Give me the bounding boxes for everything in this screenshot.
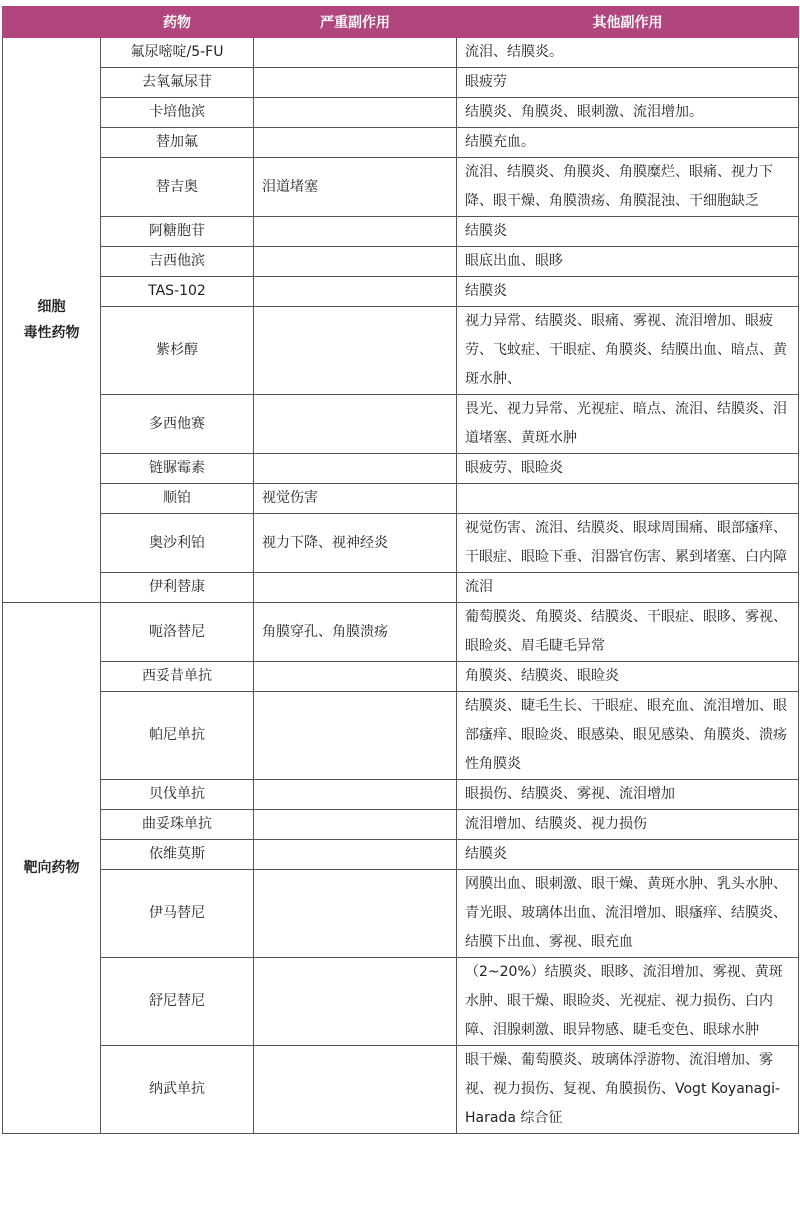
category-cell bbox=[3, 38, 101, 603]
drug-name: 紫杉醇 bbox=[101, 307, 254, 395]
drug-name: 奥沙利铂 bbox=[101, 514, 254, 573]
other-side-effects: 流泪 bbox=[457, 573, 799, 603]
other-side-effects: 葡萄膜炎、角膜炎、结膜炎、干眼症、眼眵、雾视、眼睑炎、眉毛睫毛异常 bbox=[457, 603, 799, 662]
other-side-effects: 视觉伤害、流泪、结膜炎、眼球周围痛、眼部瘙痒、干眼症、眼睑下垂、泪器官伤害、累到堵塞、白内障 bbox=[457, 514, 799, 573]
other-side-effects: 畏光、视力异常、光视症、暗点、流泪、结膜炎、泪道堵塞、黄斑水肿 bbox=[457, 395, 799, 454]
drug-name: 西妥昔单抗 bbox=[101, 662, 254, 692]
drug-name: 吉西他滨 bbox=[101, 247, 254, 277]
drug-name: 伊利替康 bbox=[101, 573, 254, 603]
category-label: 毒性药物 bbox=[23, 325, 80, 341]
category-cell bbox=[3, 603, 101, 1134]
drug-name: TAS-102 bbox=[101, 277, 254, 307]
serious-side-effects bbox=[254, 870, 457, 958]
category-label: 靶向药物 bbox=[23, 860, 80, 876]
drug-name: 伊马替尼 bbox=[101, 870, 254, 958]
serious-side-effects bbox=[254, 128, 457, 158]
serious-side-effects bbox=[254, 247, 457, 277]
table-row bbox=[3, 573, 799, 603]
header-drug: 药物 bbox=[101, 7, 254, 38]
serious-side-effects bbox=[254, 217, 457, 247]
table-row bbox=[3, 68, 799, 98]
other-side-effects: 眼底出血、眼眵 bbox=[457, 247, 799, 277]
other-side-effects: 流泪、结膜炎。 bbox=[457, 38, 799, 68]
drug-name: 贝伐单抗 bbox=[101, 780, 254, 810]
serious-side-effects bbox=[254, 780, 457, 810]
header-category bbox=[3, 7, 101, 38]
other-side-effects: 结膜炎、睫毛生长、干眼症、眼充血、流泪增加、眼部瘙痒、眼睑炎、眼感染、眼见感染、角膜炎、溃疡性角膜炎 bbox=[457, 692, 799, 780]
drug-name: 帕尼单抗 bbox=[101, 692, 254, 780]
header-row bbox=[3, 7, 799, 38]
other-side-effects bbox=[457, 484, 799, 514]
drug-name: 舒尼替尼 bbox=[101, 958, 254, 1046]
serious-side-effects bbox=[254, 395, 457, 454]
other-side-effects: 流泪增加、结膜炎、视力损伤 bbox=[457, 810, 799, 840]
serious-side-effects bbox=[254, 38, 457, 68]
table-row bbox=[3, 158, 799, 217]
drug-name: 纳武单抗 bbox=[101, 1046, 254, 1134]
table-row bbox=[3, 217, 799, 247]
drug-name: 链脲霉素 bbox=[101, 454, 254, 484]
serious-side-effects: 角膜穿孔、角膜溃疡 bbox=[254, 603, 457, 662]
serious-side-effects bbox=[254, 307, 457, 395]
serious-side-effects bbox=[254, 277, 457, 307]
other-side-effects: 眼疲劳、眼睑炎 bbox=[457, 454, 799, 484]
table-row bbox=[3, 840, 799, 870]
drug-name: 替加氟 bbox=[101, 128, 254, 158]
header-other: 其他副作用 bbox=[457, 7, 799, 38]
table-row bbox=[3, 484, 799, 514]
drug-name: 依维莫斯 bbox=[101, 840, 254, 870]
table-row bbox=[3, 810, 799, 840]
header-serious: 严重副作用 bbox=[254, 7, 457, 38]
table-row bbox=[3, 277, 799, 307]
table-row bbox=[3, 454, 799, 484]
drug-name: 替吉奥 bbox=[101, 158, 254, 217]
other-side-effects: 网膜出血、眼刺激、眼干燥、黄斑水肿、乳头水肿、青光眼、玻璃体出血、流泪增加、眼瘙痒、结膜炎、结膜下出血、雾视、眼充血 bbox=[457, 870, 799, 958]
serious-side-effects: 视力下降、视神经炎 bbox=[254, 514, 457, 573]
serious-side-effects bbox=[254, 810, 457, 840]
table-row bbox=[3, 692, 799, 780]
other-side-effects: 结膜炎 bbox=[457, 840, 799, 870]
drug-name: 氟尿嘧啶/5-FU bbox=[101, 38, 254, 68]
other-side-effects: 流泪、结膜炎、角膜炎、角膜糜烂、眼痛、视力下降、眼干燥、角膜溃疡、角膜混浊、干细胞缺乏 bbox=[457, 158, 799, 217]
other-side-effects: 视力异常、结膜炎、眼痛、雾视、流泪增加、眼疲劳、飞蚊症、干眼症、角膜炎、结膜出血、暗点、黄斑水肿、 bbox=[457, 307, 799, 395]
drug-name: 去氧氟尿苷 bbox=[101, 68, 254, 98]
drug-name: 阿糖胞苷 bbox=[101, 217, 254, 247]
table-row bbox=[3, 603, 799, 662]
serious-side-effects bbox=[254, 1046, 457, 1134]
table-row bbox=[3, 307, 799, 395]
other-side-effects: （2~20%）结膜炎、眼眵、流泪增加、雾视、黄斑水肿、眼干燥、眼睑炎、光视症、视力损伤、白内障、泪腺刺激、眼异物感、睫毛变色、眼球水肿 bbox=[457, 958, 799, 1046]
serious-side-effects bbox=[254, 98, 457, 128]
side-effects-table bbox=[2, 6, 799, 1134]
other-side-effects: 结膜炎 bbox=[457, 277, 799, 307]
table-row bbox=[3, 395, 799, 454]
serious-side-effects bbox=[254, 692, 457, 780]
drug-name: 卡培他滨 bbox=[101, 98, 254, 128]
serious-side-effects: 泪道堵塞 bbox=[254, 158, 457, 217]
serious-side-effects bbox=[254, 958, 457, 1046]
other-side-effects: 角膜炎、结膜炎、眼睑炎 bbox=[457, 662, 799, 692]
serious-side-effects bbox=[254, 68, 457, 98]
drug-name: 顺铂 bbox=[101, 484, 254, 514]
table-row bbox=[3, 870, 799, 958]
other-side-effects: 结膜充血。 bbox=[457, 128, 799, 158]
other-side-effects: 眼疲劳 bbox=[457, 68, 799, 98]
table-row bbox=[3, 1046, 799, 1134]
other-side-effects: 结膜炎、角膜炎、眼刺激、流泪增加。 bbox=[457, 98, 799, 128]
serious-side-effects bbox=[254, 573, 457, 603]
other-side-effects: 结膜炎 bbox=[457, 217, 799, 247]
drug-name: 多西他赛 bbox=[101, 395, 254, 454]
drug-name: 曲妥珠单抗 bbox=[101, 810, 254, 840]
table-row bbox=[3, 780, 799, 810]
table-row bbox=[3, 247, 799, 277]
serious-side-effects bbox=[254, 840, 457, 870]
category-label: 细胞 bbox=[37, 299, 66, 315]
other-side-effects: 眼损伤、结膜炎、雾视、流泪增加 bbox=[457, 780, 799, 810]
table-row bbox=[3, 98, 799, 128]
other-side-effects: 眼干燥、葡萄膜炎、玻璃体浮游物、流泪增加、雾视、视力损伤、复视、角膜损伤、Vogt Koyanagi-Harada 综合征 bbox=[457, 1046, 799, 1134]
table-row bbox=[3, 514, 799, 573]
drug-name: 呃洛替尼 bbox=[101, 603, 254, 662]
table-row bbox=[3, 662, 799, 692]
table-row bbox=[3, 128, 799, 158]
serious-side-effects bbox=[254, 454, 457, 484]
serious-side-effects: 视觉伤害 bbox=[254, 484, 457, 514]
table-row bbox=[3, 38, 799, 68]
table-row bbox=[3, 958, 799, 1046]
serious-side-effects bbox=[254, 662, 457, 692]
